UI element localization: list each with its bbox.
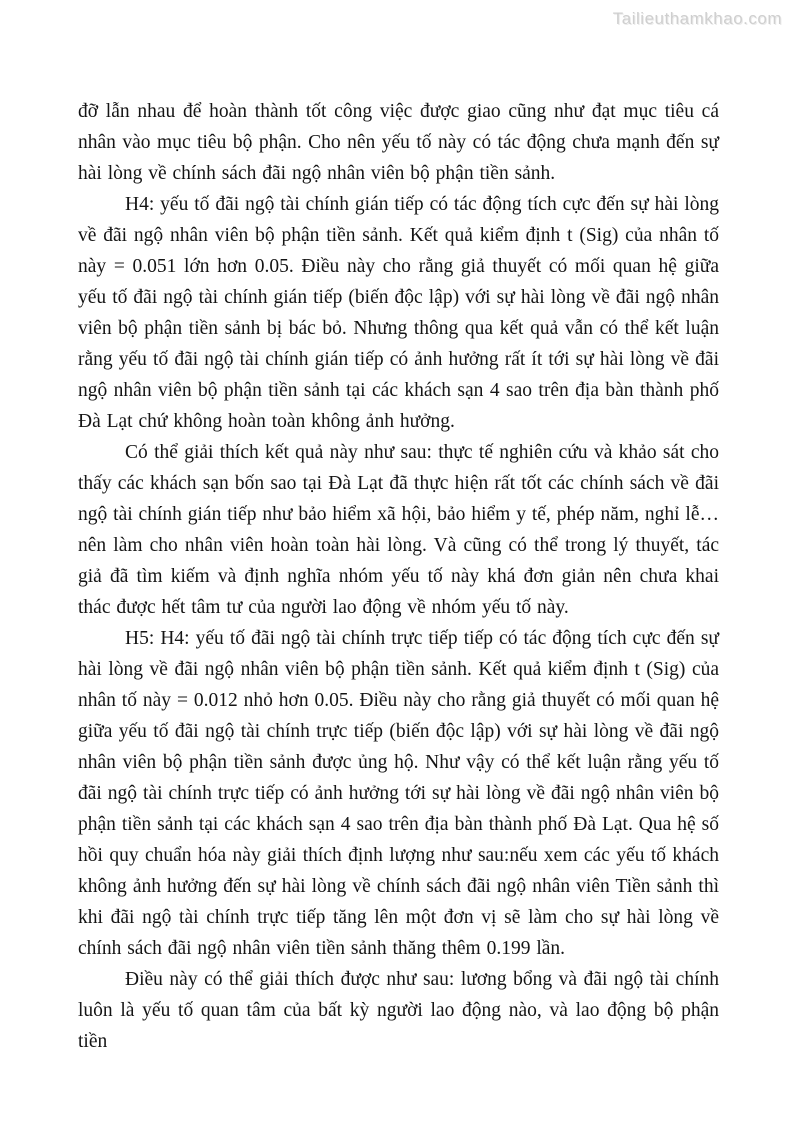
paragraph-h4-explanation: Có thể giải thích kết quả này như sau: thực tế nghiên cứu và khảo sát cho thấy các khách sạn bốn sao tại Đà Lạt đã thực hiện rất tốt các chính sách về đãi ngộ tài chính gián tiếp như bảo hiểm xã hội, bảo hiểm y tế, phép năm, nghỉ lễ… nên làm cho nhân viên hoàn toàn hài lòng. Và cũng có thể trong lý thuyết, tác giả đã tìm kiếm và định nghĩa nhóm yếu tố này khá đơn giản nên chưa khai thác được hết tâm tư của người lao động về nhóm yếu tố này. — [78, 442, 719, 618]
watermark-text: Tailieuthamkhao.com — [612, 9, 782, 28]
document-body — [78, 96, 719, 1057]
paragraph-h5-explanation: Điều này có thể giải thích được như sau: lương bổng và đãi ngộ tài chính luôn là yếu tố quan tâm của bất kỳ người lao động nào, và lao động bộ phận tiền — [78, 969, 719, 1052]
paragraph-continuation: đỡ lẫn nhau để hoàn thành tốt công việc được giao cũng như đạt mục tiêu cá nhân vào mục tiêu bộ phận. Cho nên yếu tố này có tác động chưa mạnh đến sự hài lòng về chính sách đãi ngộ nhân viên bộ phận tiền sảnh. — [78, 101, 719, 184]
paragraph-h5-hypothesis: H5: H4: yếu tố đãi ngộ tài chính trực tiếp tiếp có tác động tích cực đến sự hài lòng về đãi ngộ nhân viên bộ phận tiền sảnh. Kết quả kiểm định t (Sig) của nhân tố này = 0.012 nhỏ hơn 0.05. Điều này cho rằng giả thuyết có mối quan hệ giữa yếu tố đãi ngộ tài chính trực tiếp (biến độc lập) với sự hài lòng về đãi ngộ nhân viên bộ phận tiền sảnh được ủng hộ. Như vậy có thể kết luận rằng yếu tố đãi ngộ tài chính trực tiếp có ảnh hưởng tới sự hài lòng về đãi ngộ nhân viên bộ phận tiền sảnh tại các khách sạn 4 sao trên địa bàn thành phố Đà Lạt. Qua hệ số hồi quy chuẩn hóa này giải thích định lượng như sau:nếu xem các yếu tố khách không ảnh hưởng đến sự hài lòng về chính sách đãi ngộ nhân viên Tiền sảnh thì khi đãi ngộ tài chính trực tiếp tăng lên một đơn vị sẽ làm cho sự hài lòng về chính sách đãi ngộ nhân viên tiền sảnh thăng thêm 0.199 lần. — [78, 628, 719, 959]
paragraph-h4-hypothesis: H4: yếu tố đãi ngộ tài chính gián tiếp có tác động tích cực đến sự hài lòng về đãi ngộ nhân viên bộ phận tiền sảnh. Kết quả kiểm định t (Sig) của nhân tố này = 0.051 lớn hơn 0.05. Điều này cho rằng giả thuyết có mối quan hệ giữa yếu tố đãi ngộ tài chính gián tiếp (biến độc lập) với sự hài lòng về đãi ngộ nhân viên bộ phận tiền sảnh bị bác bỏ. Nhưng thông qua kết quả vẫn có thể kết luận rằng yếu tố đãi ngộ tài chính gián tiếp có ảnh hưởng rất ít tới sự hài lòng về đãi ngộ nhân viên bộ phận tiền sảnh tại các khách sạn 4 sao trên địa bàn thành phố Đà Lạt chứ không hoàn toàn không ảnh hưởng. — [78, 194, 719, 432]
